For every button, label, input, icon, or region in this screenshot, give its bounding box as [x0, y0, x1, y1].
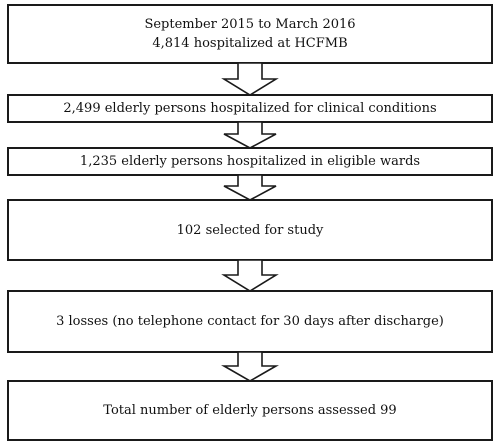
flow-step-total-assessed: [7, 380, 493, 441]
down-arrow-icon: [220, 260, 280, 291]
total-hospitalized-text: 4,814 hospitalized at HCFMB: [152, 36, 348, 51]
flow-step-eligible-wards: [7, 147, 493, 176]
study-period-text: September 2015 to March 2016: [144, 17, 356, 32]
eligible-wards-text: 1,235 elderly persons hospitalized in eligible wards: [79, 154, 421, 169]
losses-text: 3 losses (no telephone contact for 30 days after discharge): [56, 314, 444, 329]
clinical-conditions-text: 2,499 elderly persons hospitalized for clinical conditions: [63, 101, 437, 116]
selected-for-study-text: 102 selected for study: [176, 222, 324, 238]
flow-step-losses: [7, 290, 493, 353]
flow-step-clinical-conditions: [7, 94, 493, 123]
down-arrow-icon: [220, 352, 280, 381]
down-arrow-icon: [220, 122, 280, 148]
flow-step-study-period: [7, 4, 493, 64]
down-arrow-icon: [220, 63, 280, 95]
down-arrow-icon: [220, 175, 280, 200]
flow-step-selected: [7, 199, 493, 261]
total-assessed-text: Total number of elderly persons assessed 99: [103, 403, 397, 418]
